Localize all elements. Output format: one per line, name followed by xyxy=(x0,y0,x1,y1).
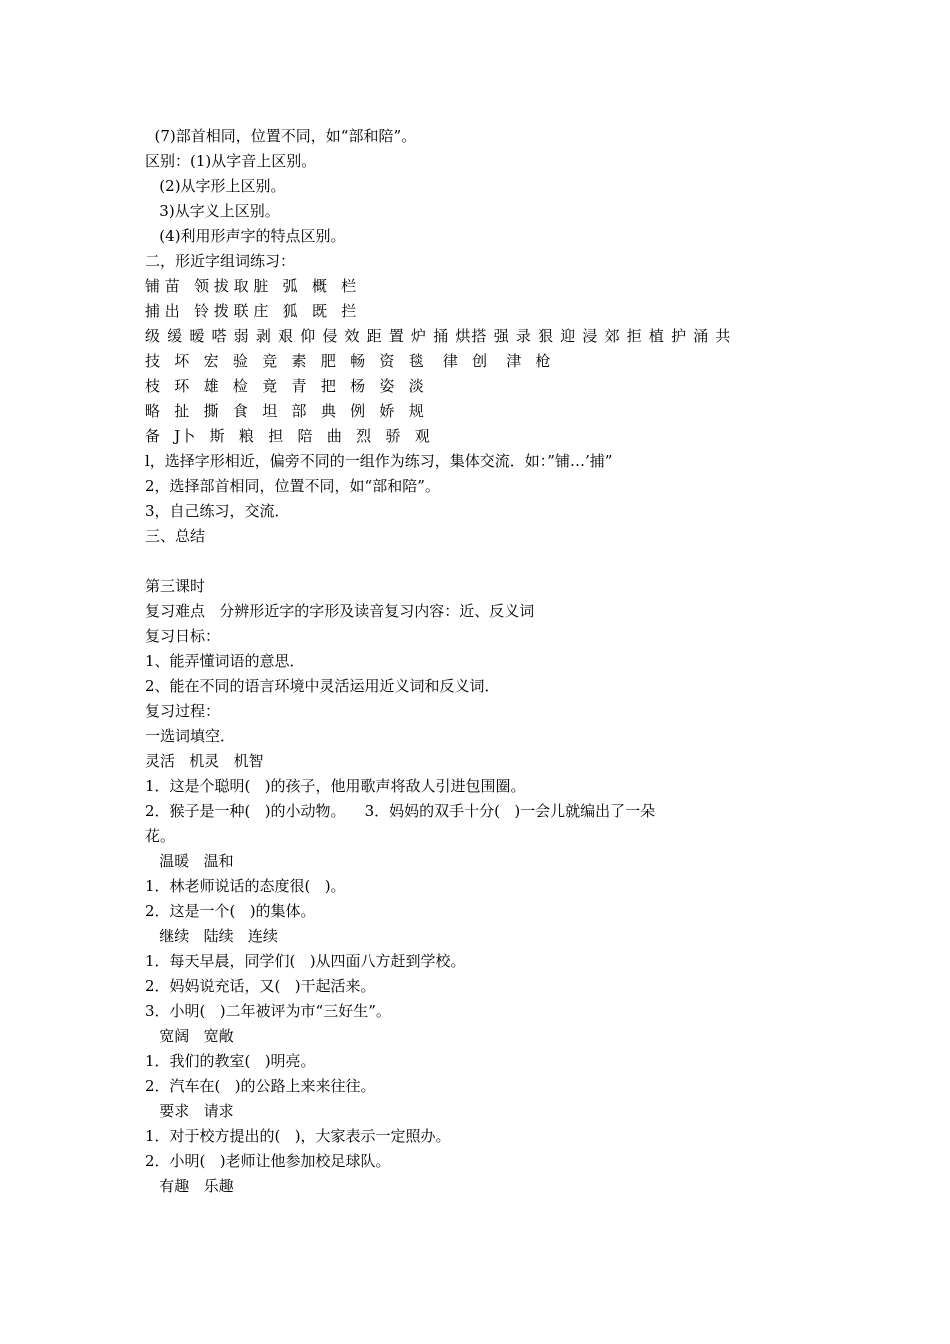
word-group: 温暖 温和 xyxy=(145,852,234,870)
text-line: 复习难点 分辨形近字的字形及读音复习内容：近、反义词 xyxy=(145,602,535,620)
word-row: 技 坏 宏 验 竞 素 肥 畅 资 毯 律 创 津 枪 xyxy=(145,352,551,370)
text-line: (7)部首相同，位置不同，如“部和陪”。 xyxy=(145,127,417,145)
exercise-item: 1．每天早晨，同学们( )从四面八方赶到学校。 xyxy=(145,952,466,970)
exercise-item: 2．这是一个( )的集体。 xyxy=(145,902,316,920)
word-group: 宽阔 宽敞 xyxy=(145,1027,234,1045)
text-line: 区别：(1)从字音上区别。 xyxy=(145,152,317,170)
blank-line xyxy=(145,549,825,574)
text-line: 复习日标： xyxy=(145,627,221,645)
exercise-item: 2．猴子是一种( )的小动物。 3．妈妈的双手十分( )一会儿就编出了一朵 xyxy=(145,802,656,820)
exercise-item: 1．对于校方提出的( )，大家表示一定照办。 xyxy=(145,1127,451,1145)
exercise-item: 花。 xyxy=(145,827,176,845)
document-body xyxy=(145,124,825,1199)
text-line: 2，选择部首相同，位置不同，如“部和陪”。 xyxy=(145,477,440,495)
word-group: 灵活 机灵 机智 xyxy=(145,752,264,770)
text-line: 3，自己练习，交流． xyxy=(145,502,290,520)
section-heading: 三、总结 xyxy=(145,527,206,545)
text-line: l，选择字形相近，偏旁不同的一组作为练习，集体交流．如：”铺…’捕” xyxy=(145,452,613,470)
exercise-item: 3．小明( )二年被评为市“三好生”。 xyxy=(145,1002,391,1020)
text-line: 2、能在不同的语言环境中灵活运用近义词和反义词． xyxy=(145,677,500,695)
exercise-item: 2．妈妈说充话，又( )干起活来。 xyxy=(145,977,376,995)
word-row: 枝 环 雄 检 竟 青 把 杨 姿 淡 xyxy=(145,377,424,395)
word-group: 继续 陆续 连续 xyxy=(145,927,278,945)
text-line: 3)从字义上区别。 xyxy=(145,202,280,220)
word-row: 捕 出 铃 拨 联 庄 狐 既 拦 xyxy=(145,302,357,320)
word-row: 略 扯 撕 食 坦 部 典 例 娇 规 xyxy=(145,402,424,420)
word-group: 要求 请求 xyxy=(145,1102,234,1120)
text-line: 1、能弄懂词语的意思． xyxy=(145,652,305,670)
text-line: (2)从字形上区别。 xyxy=(145,177,286,195)
exercise-item: 1．我们的教室( )明亮。 xyxy=(145,1052,316,1070)
exercise-item: 2．汽车在( )的公路上来来往往。 xyxy=(145,1077,376,1095)
section-heading: 二，形近字组词练习： xyxy=(145,252,296,270)
word-row: 级 缓 暧 嗒 弱 剥 艰 仰 侵 效 距 置 炉 捅 烘搭 强 录 狠 迎 浸 郊 拒 植 护 涌 共 xyxy=(145,327,732,345)
word-row: 铺 苗 领 拔 取 脏 弧 概 栏 xyxy=(145,277,357,295)
exercise-item: 1．这是个聪明( )的孩子，他用歌声将敌人引进包围圈。 xyxy=(145,777,526,795)
lesson-title: 第三课时 xyxy=(145,577,206,595)
exercise-item: 1．林老师说话的态度很( )。 xyxy=(145,877,346,895)
text-line: (4)利用形声字的特点区别。 xyxy=(145,227,346,245)
word-row: 备 J卜 斯 粮 担 陪 曲 烈 骄 观 xyxy=(145,427,430,445)
word-group: 有趣 乐趣 xyxy=(145,1177,234,1195)
text-line: 复习过程： xyxy=(145,702,221,720)
text-line: 一选词填空． xyxy=(145,727,236,745)
exercise-item: 2．小明( )老师让他参加校足球队。 xyxy=(145,1152,391,1170)
